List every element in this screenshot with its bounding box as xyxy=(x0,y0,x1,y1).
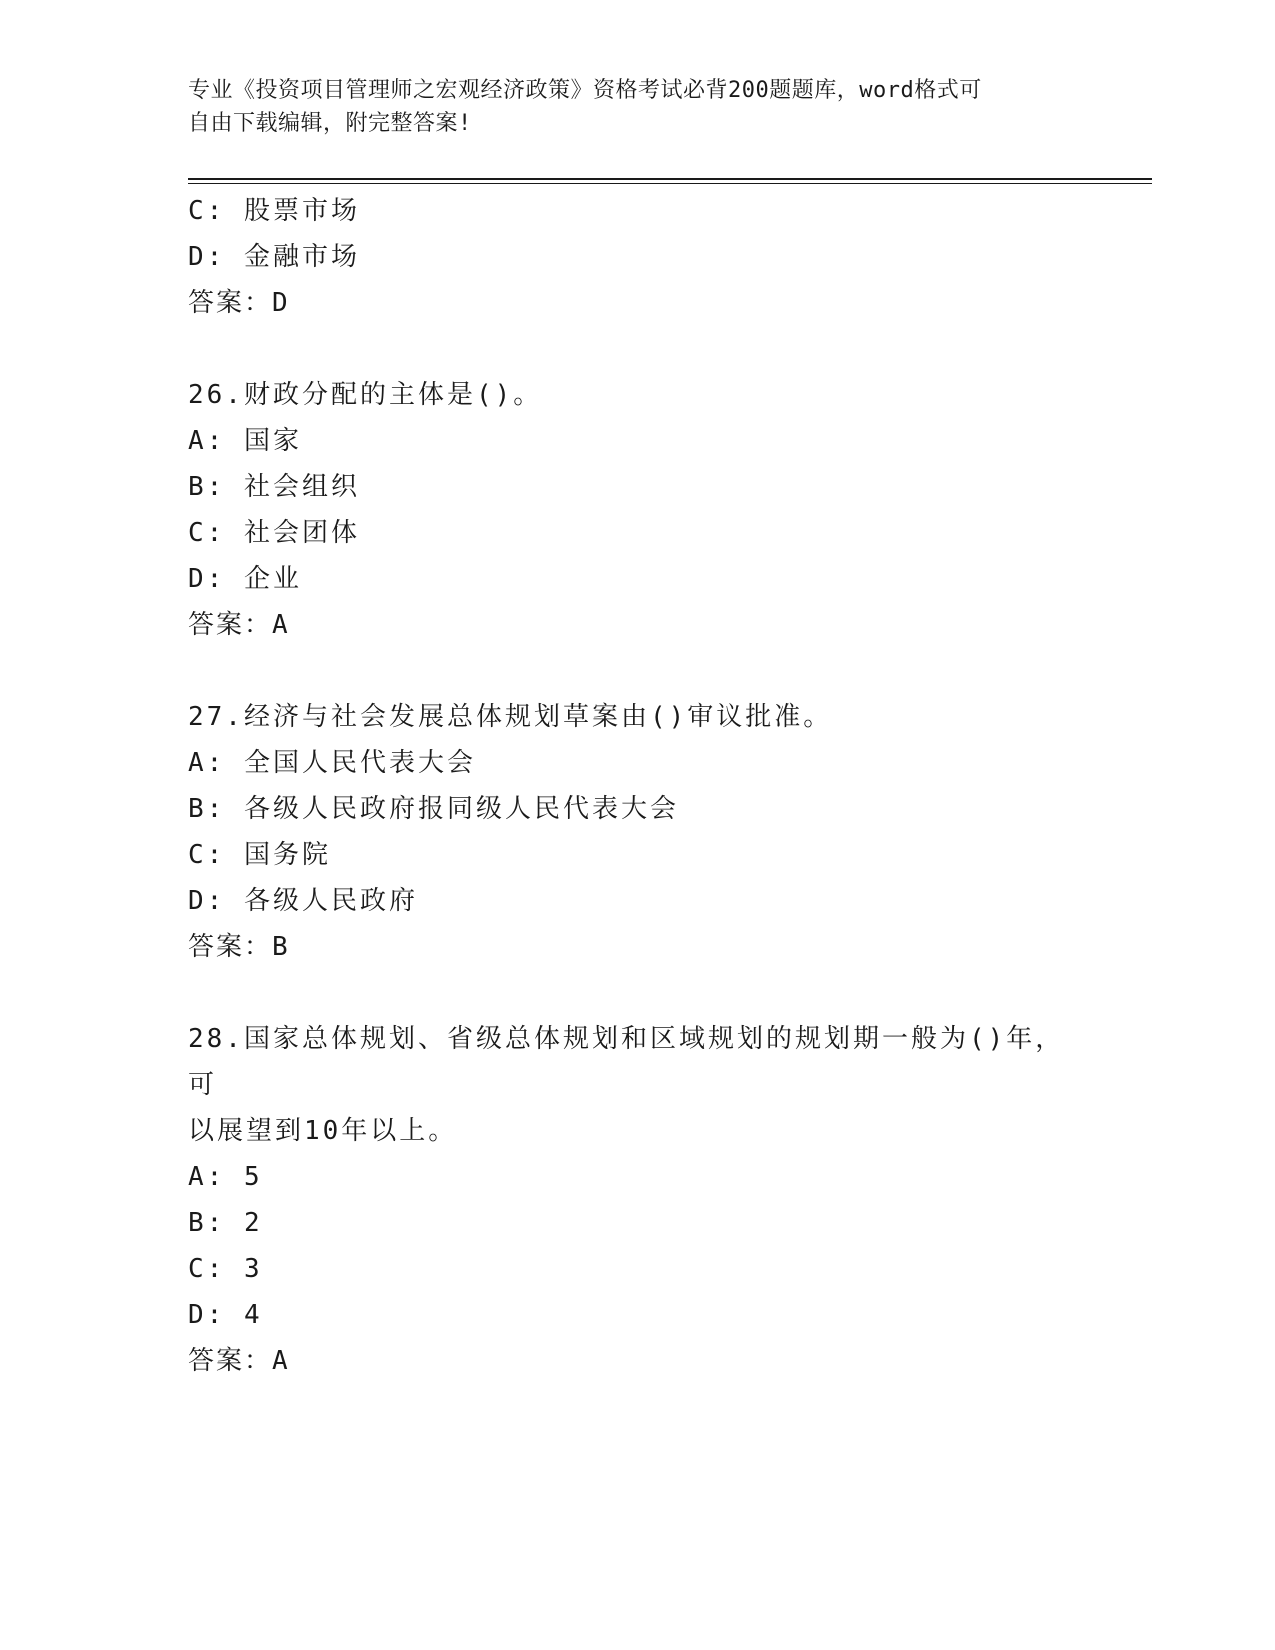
spacer xyxy=(188,326,1088,372)
question-stem-text: 财政分配的主体是()。 xyxy=(243,380,543,410)
option-label: B: xyxy=(188,472,226,502)
answer-label: 答案： xyxy=(188,288,273,318)
option-c xyxy=(188,1246,1088,1292)
option-text: 金融市场 xyxy=(243,242,360,272)
answer-line xyxy=(188,602,1088,648)
option-label: A: xyxy=(188,426,226,456)
question-stem-text: 国家总体规划、省级总体规划和区域规划的规划期一般为()年，可 xyxy=(188,1024,1065,1100)
option-text: 各级人民政府报同级人民代表大会 xyxy=(243,794,679,824)
question-number: 28. xyxy=(188,1024,244,1054)
option-text: 2 xyxy=(243,1208,263,1238)
option-d xyxy=(188,878,1088,924)
answer-line xyxy=(188,1338,1088,1384)
option-b xyxy=(188,786,1088,832)
header-divider-thin xyxy=(188,183,1152,184)
option-d xyxy=(188,234,1088,280)
option-text: 各级人民政府 xyxy=(243,886,418,916)
option-label: C: xyxy=(188,518,226,548)
option-a xyxy=(188,418,1088,464)
option-a xyxy=(188,1154,1088,1200)
question-stem xyxy=(188,1016,1088,1108)
option-label: A: xyxy=(188,748,226,778)
option-label: D: xyxy=(188,564,226,594)
question-block-28 xyxy=(188,1016,1088,1384)
option-text: 4 xyxy=(243,1300,263,1330)
answer-value: A xyxy=(272,1346,290,1376)
question-block-27 xyxy=(188,694,1088,970)
option-d xyxy=(188,1292,1088,1338)
question-list xyxy=(188,188,1088,1384)
option-d xyxy=(188,556,1088,602)
question-stem xyxy=(188,372,1088,418)
option-text: 国务院 xyxy=(243,840,331,870)
option-b xyxy=(188,1200,1088,1246)
question-number: 27. xyxy=(188,702,244,732)
question-stem xyxy=(188,694,1088,740)
spacer xyxy=(188,970,1088,1016)
option-c xyxy=(188,510,1088,556)
answer-value: B xyxy=(272,932,290,962)
answer-line xyxy=(188,924,1088,970)
option-text: 股票市场 xyxy=(243,196,360,226)
answer-line xyxy=(188,280,1088,326)
option-text: 5 xyxy=(243,1162,263,1192)
option-label: A: xyxy=(188,1162,226,1192)
option-label: C: xyxy=(188,840,226,870)
question-block-prev xyxy=(188,188,1088,326)
option-text: 企业 xyxy=(243,564,302,594)
option-label: C: xyxy=(188,1254,226,1284)
option-label: B: xyxy=(188,794,226,824)
option-label: D: xyxy=(188,886,226,916)
option-c xyxy=(188,188,1088,234)
header-divider-thick xyxy=(188,178,1152,180)
option-label: D: xyxy=(188,1300,226,1330)
option-a xyxy=(188,740,1088,786)
option-text: 全国人民代表大会 xyxy=(243,748,476,778)
option-b xyxy=(188,464,1088,510)
option-text: 国家 xyxy=(243,426,302,456)
question-stem-text: 经济与社会发展总体规划草案由()审议批准。 xyxy=(243,702,833,732)
question-number: 26. xyxy=(188,380,244,410)
spacer xyxy=(188,648,1088,694)
answer-label: 答案： xyxy=(188,932,273,962)
document-header xyxy=(188,74,1068,140)
answer-label: 答案： xyxy=(188,610,273,640)
option-text: 3 xyxy=(243,1254,263,1284)
answer-label: 答案： xyxy=(188,1346,273,1376)
question-block-26 xyxy=(188,372,1088,648)
option-text: 社会团体 xyxy=(243,518,360,548)
header-line-2: 自由下载编辑，附完整答案! xyxy=(188,111,472,136)
option-label: D: xyxy=(188,242,226,272)
question-stem-continued: 以展望到10年以上。 xyxy=(188,1116,458,1146)
answer-value: A xyxy=(272,610,290,640)
option-label: C: xyxy=(188,196,226,226)
option-c xyxy=(188,832,1088,878)
option-text: 社会组织 xyxy=(243,472,360,502)
answer-value: D xyxy=(272,288,290,318)
option-label: B: xyxy=(188,1208,226,1238)
header-line-1: 专业《投资项目管理师之宏观经济政策》资格考试必背200题题库，word格式可 xyxy=(188,78,982,103)
